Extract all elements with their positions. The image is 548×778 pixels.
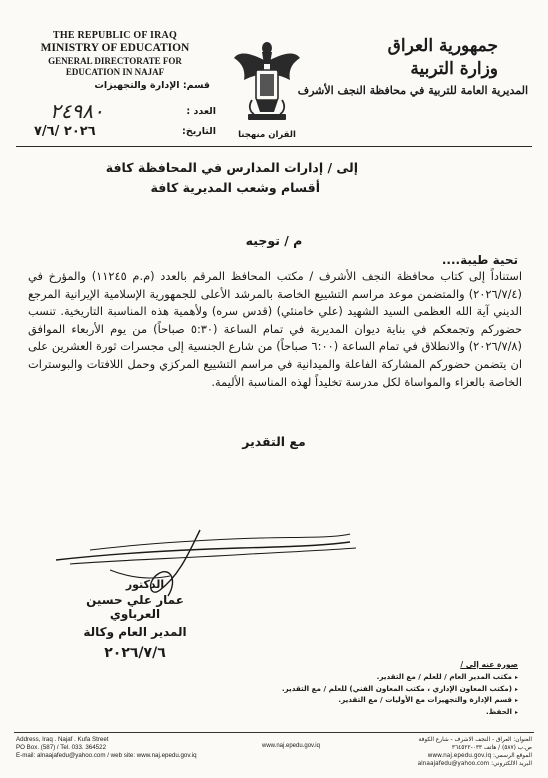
header-republic-ar: جمهورية العراق: [387, 36, 498, 56]
signature-date: ٢٠٢٦/٧/٦: [104, 645, 166, 661]
recipient-line-2: أقسام وشعب المديرية كافة: [150, 180, 320, 195]
letter-body: [28, 268, 522, 391]
copies-heading: صورة عنه إلى /: [460, 660, 518, 669]
header-republic: THE REPUBLIC OF IRAQ: [53, 30, 177, 41]
footer-phone-line: PO Box. (587) / Tel. 033. 364522: [16, 744, 107, 752]
footer-address-en: [16, 736, 206, 761]
emblem-motto: القران منهجنا: [238, 130, 296, 140]
footer-address-ar-line: العنوان: العراق - النجف الاشرف - شارع الكوفة: [418, 737, 532, 743]
copies-list: [278, 660, 518, 718]
greeting: تحية طيبة....: [441, 253, 518, 267]
footer-address-line: Address, Iraq . Najaf . Kufa Street: [16, 736, 109, 743]
header-ministry: MINISTRY OF EDUCATION: [40, 42, 190, 54]
date-row: [20, 124, 220, 142]
header-english-block: [20, 30, 210, 91]
copy-item: ▸ الحفظ.: [278, 707, 518, 719]
copy-item: ▸ مكتب المدير العام / للعلم / مع التقدير.: [278, 672, 518, 684]
body-paragraph: استناداً إلى كتاب محافظة النجف الأشرف / مكتب المحافظ المرقم بالعدد (م.م ١١٢٤٥) والمؤرخ في (٢٠٢٦/٧/٤) والمتضمن موعد مراسم التشييع الخاصة بالمرشد الأعلى للجمهورية الإسلامية الإيرانية المرجع الديني آية الله العظمى السيد الشهيد (علي خامنئي) (قدس سره) ولأهمية هذه المناسبة التاريخية. تنسب حضوركم وتجمعكم في بناية ديوان المديرية في تمام الساعة (٥:٣٠ صباحاً) من يوم الأربعاء الموافق (٢٠٢٦/٧/٨) والانطلاق في تمام الساعة (٦:٠٠ صباحاً) من شارع الجنسية إلى مجسرات ثورة العشرين على ان يتضمن حضوركم المشاركة الفاعلة والميدانية في مراسم التشييع المركزي وحمل اللافتات والبوسترات الخاصة بالعزاء والمواساة لكل مدرسة تخليداً لهذه المناسبة الأليمة.: [28, 269, 522, 389]
reference-row: [20, 101, 220, 123]
date-label: التاريخ:: [182, 126, 216, 137]
footer-address-ar: [392, 736, 532, 768]
signature-block: [60, 578, 210, 661]
header-divider: [16, 146, 532, 147]
signer-name: عمار علي حسين العرباوي: [86, 593, 184, 621]
footer-site-ar-line: الموقع الرسمي: www.naj.epedu.gov.iq: [427, 753, 532, 759]
footer-divider: [14, 732, 534, 733]
copy-item: ▸ قسم الإدارة والتجهيزات مع الأوليات / مع التقدير.: [278, 695, 518, 707]
reference-number: ٢٤٩٨٠: [50, 101, 104, 123]
header-department: قسم: الإدارة والتجهيزات: [94, 80, 210, 91]
signer-role: المدير العام وكالة: [83, 625, 187, 639]
header-city: EDUCATION IN NAJAF: [65, 67, 165, 77]
closing-regards: مع التقدير: [242, 434, 306, 449]
footer-phone-ar-line: ص.ب (٥٨٧) / هاتف ٠٣٣-٣٦٤٥٢٢: [451, 745, 532, 751]
subject-line: م / توجيه: [245, 233, 303, 248]
header-directorate-ar: المديرية العامة للتربية في محافظة النجف الأشرف: [297, 84, 528, 97]
header-ministry-ar: وزارة التربية: [410, 59, 498, 79]
reference-label: العدد :: [186, 106, 216, 117]
recipient-line-1: إلى / إدارات المدارس في المحافظة كافة: [105, 160, 358, 175]
header-directorate: GENERAL DIRECTORATE FOR: [48, 56, 182, 66]
footer-website: www.naj.epedu.gov.iq: [262, 743, 320, 749]
signer-title: الدكتور: [125, 578, 165, 591]
footer-email-line: E-mail: alnaajafedu@yahoo.com / web site: www.naj.epedu.gov.iq: [16, 752, 197, 760]
header-arabic-block: [297, 34, 528, 102]
footer-email-ar-line: البريد الالكتروني: alnaajafedu@yahoo.com: [417, 761, 532, 767]
date-value: ٢٠٢٦ /٧/٦: [34, 124, 96, 139]
copy-item: ▸ (مكتب المعاون الإداري ، مكتب المعاون الفني) للعلم / مع التقدير.: [278, 684, 518, 696]
iraq-eagle-emblem-icon: [232, 36, 302, 126]
